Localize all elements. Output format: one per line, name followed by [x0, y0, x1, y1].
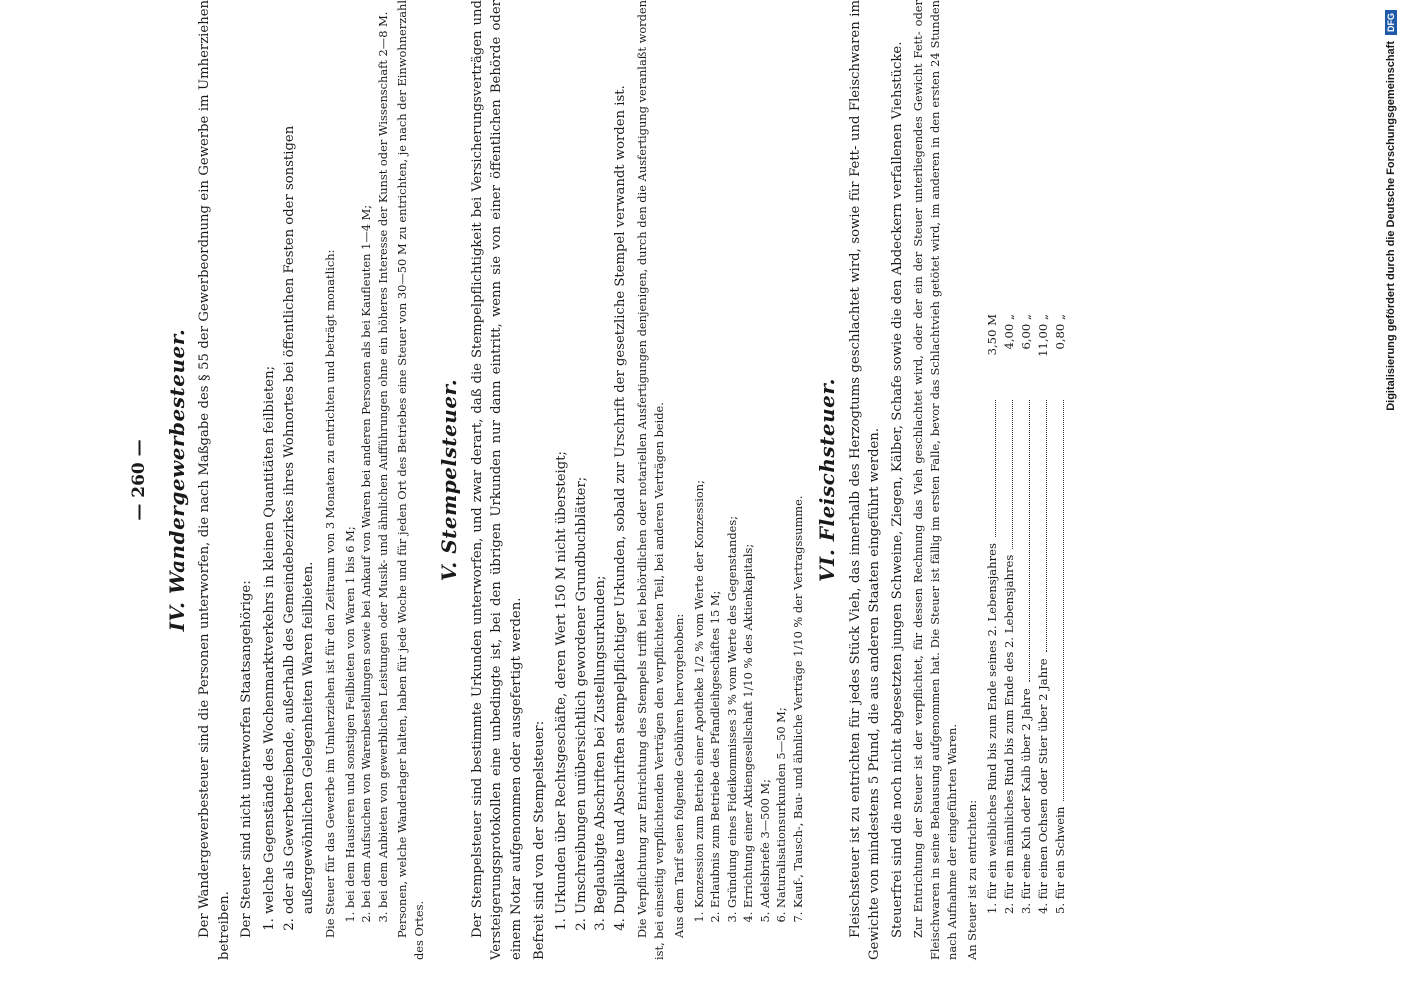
funding-credit-text: Digitalisierung gefördert durch die Deutsche Forschungsgemeinschaft	[1385, 41, 1397, 411]
section-5-paragraph-1: Der Stempelsteuer sind bestimmte Urkunden unterworfen, und zwar derart, daß die Stempelpflichtigkeit bei Versicherungsverträgen und Versteigerungsprotokollen eine unbedingte ist, bei den übrigen Urkunden nur dann eintritt, wenn sie von einer öffentlichen Behörde oder einem Notar aufgenommen oder ausgefertigt werden.	[469, 0, 525, 960]
leader-dots	[984, 400, 996, 537]
section-5-paragraph-2: Befreit sind von der Stempelsteuer:	[531, 720, 547, 960]
table-value: 11,00 „	[1036, 314, 1051, 357]
list-item: 1. welche Gegenstände des Wochenmarktverkehrs in kleinen Quantitäten feilbieten;	[260, 0, 280, 914]
section-4-paragraph-3: Die Steuer für das Gewerbe im Umherziehen ist für den Zeitraum von 3 Monaten zu entrichten und beträgt monatlich:	[322, 249, 337, 938]
list-item: 1. Konzession zum Betrieb einer Apotheke 1/2 % vom Werte der Konzession;	[691, 0, 708, 908]
section-5-title: V. Stempelsteuer.	[437, 378, 462, 582]
table-row	[1035, 314, 1052, 914]
table-value: 0,80 „	[1053, 314, 1068, 350]
section-6-paragraph-3: Zur Entrichtung der Steuer ist der verpflichtet, für dessen Rechnung das Vieh geschlachtet wird, oder der ein der Steuer unterliegendes Gewicht Fett- oder Fleischwaren in seine Behausung aufgenommen hat. Die Steuer ist fällig im ersten Falle, bevor das Schlachtvieh getötet wird, im anderen in den ersten 24 Stunden nach Aufnahme der eingeführten Waren.	[911, 0, 960, 960]
list-item: 5. Adelsbriefe 3—500 M;	[757, 0, 774, 908]
table-row	[1001, 314, 1018, 914]
table-value: 3,50 M	[985, 314, 1000, 356]
leader-dots	[1001, 400, 1013, 549]
table-label: 3. für eine Kuh oder Kalb über 2 Jahre	[1019, 688, 1034, 914]
document-page	[130, 0, 1120, 960]
table-label: 2. für ein männliches Rind bis zum Ende des 2. Lebensjahres	[1002, 554, 1017, 914]
list-item: 3. bei dem Anbieten von gewerblichen Leistungen oder Musik- und ähnlichen Aufführungen ohne ein höheres Interesse der Kunst oder Wissenschaft 2—8 M.	[375, 0, 392, 908]
list-item: 4. Errichtung einer Aktiengesellschaft 1/10 % des Aktienkapitals;	[740, 0, 757, 908]
leader-dots	[1018, 400, 1030, 682]
section-4-rates-list	[342, 0, 392, 960]
list-item: 2. bei dem Aufsuchen von Warenbestellungen sowie bei Ankauf von Waren bei anderen Personen als bei Kaufleuten 1—4 M;	[358, 0, 375, 908]
table-value: 6,00 „	[1019, 314, 1034, 350]
table-label: 4. für einen Ochsen oder Stier über 2 Jahre	[1036, 658, 1051, 914]
list-item: 2. oder als Gewerbetreibende, außerhalb des Gemeindebezirkes ihres Wohnortes bei öffentlichen Festen oder sonstigen außergewöhnlichen Gelegenheiten Waren feilbieten.	[280, 0, 319, 914]
list-item: 4. Duplikate und Abschriften stempelpflichtiger Urkunden, sobald zur Urschrift der gesetzliche Stempel verwandt worden ist.	[611, 0, 631, 914]
list-item: 6. Naturalisationsurkunden 5—50 M;	[773, 0, 790, 908]
list-item: 3. Gründung eines Fideikommisses 3 % vom Werte des Gegenstandes;	[724, 0, 741, 908]
leader-dots	[1035, 400, 1047, 652]
table-row	[984, 314, 1001, 914]
list-item: 2. Erlaubnis zum Betriebe des Pfandleihgeschäftes 15 M;	[707, 0, 724, 908]
list-item: 3. Beglaubigte Abschriften bei Zustellungsurkunden;	[591, 0, 611, 914]
section-4-paragraph-1: Der Wandergewerbesteuer sind die Personen unterworfen, die nach Maßgabe des § 55 der Gewerbeordnung ein Gewerbe im Umherziehen betreiben.	[197, 0, 232, 960]
list-item: 7. Kauf-, Tausch-, Bau- und ähnliche Verträge 1/10 % der Vertragssumme.	[790, 0, 807, 908]
section-6-paragraph-2: Steuerfrei sind die noch nicht abgesetzten jungen Schweine, Ziegen, Kälber, Schafe sowie die den Abdeckern verfallenen Viehstücke.	[889, 41, 905, 938]
dfg-logo: DFG	[1385, 10, 1397, 35]
list-item: 1. Urkunden über Rechtsgeschäfte, deren Wert 150 M nicht übersteigt;	[552, 0, 572, 914]
table-label: 1. für ein weibliches Rind bis zum Ende seines 2. Lebensjahres	[985, 543, 1000, 914]
section-4-exemptions-list	[260, 0, 319, 960]
table-label: 5. für ein Schwein	[1053, 806, 1068, 914]
section-6-paragraph-1: Fleischsteuer ist zu entrichten für jedes Stück Vieh, das innerhalb des Herzogtums geschlachtet wird, sowie für Fett- und Fleischwaren im Gewichte von mindestens 5 Pfund, die aus anderen Staaten eingeführt werden.	[847, 0, 883, 960]
section-5-fees-list	[691, 0, 807, 960]
tax-rate-table	[984, 314, 1069, 914]
funding-credit	[1380, 10, 1402, 1000]
section-5-paragraph-3: Die Verpflichtung zur Entrichtung des Stempels trifft bei behördlichen oder notariellen Ausfertigungen denjenigen, durch den die Ausfertigung veranlaßt worden ist, bei einseitig verpflichtenden Verträgen den verpflichteten Teil, bei anderen Verträgen beide.	[634, 0, 666, 960]
section-6-paragraph-4: An Steuer ist zu entrichten:	[965, 799, 980, 960]
section-4-paragraph-4: Personen, welche Wanderlager halten, haben für jede Woche und für jeden Ort des Betriebes eine Steuer von 30—50 M zu entrichten, je nach der Einwohnerzahl des Ortes.	[395, 0, 427, 960]
list-item: 1. bei dem Hausieren und sonstigen Feilbieten von Waren 1 bis 6 M;	[342, 0, 359, 908]
table-row	[1052, 314, 1069, 914]
table-value: 4,00 „	[1002, 314, 1017, 350]
leader-dots	[1052, 400, 1064, 801]
section-5-paragraph-4: Aus dem Tarif seien folgende Gebühren hervorgehoben:	[671, 613, 686, 938]
section-6-title: VI. Fleischsteuer.	[815, 377, 840, 583]
section-4-title: IV. Wandergewerbesteuer.	[164, 328, 189, 632]
list-item: 2. Umschreibungen unübersichtlich gewordener Grundbuchblätter;	[572, 0, 592, 914]
section-4-paragraph-2: Der Steuer sind nicht unterworfen Staatsangehörige:	[239, 580, 255, 938]
section-5-exemptions-list	[552, 0, 630, 960]
page-number: — 260 —	[129, 439, 149, 521]
table-row	[1018, 314, 1035, 914]
